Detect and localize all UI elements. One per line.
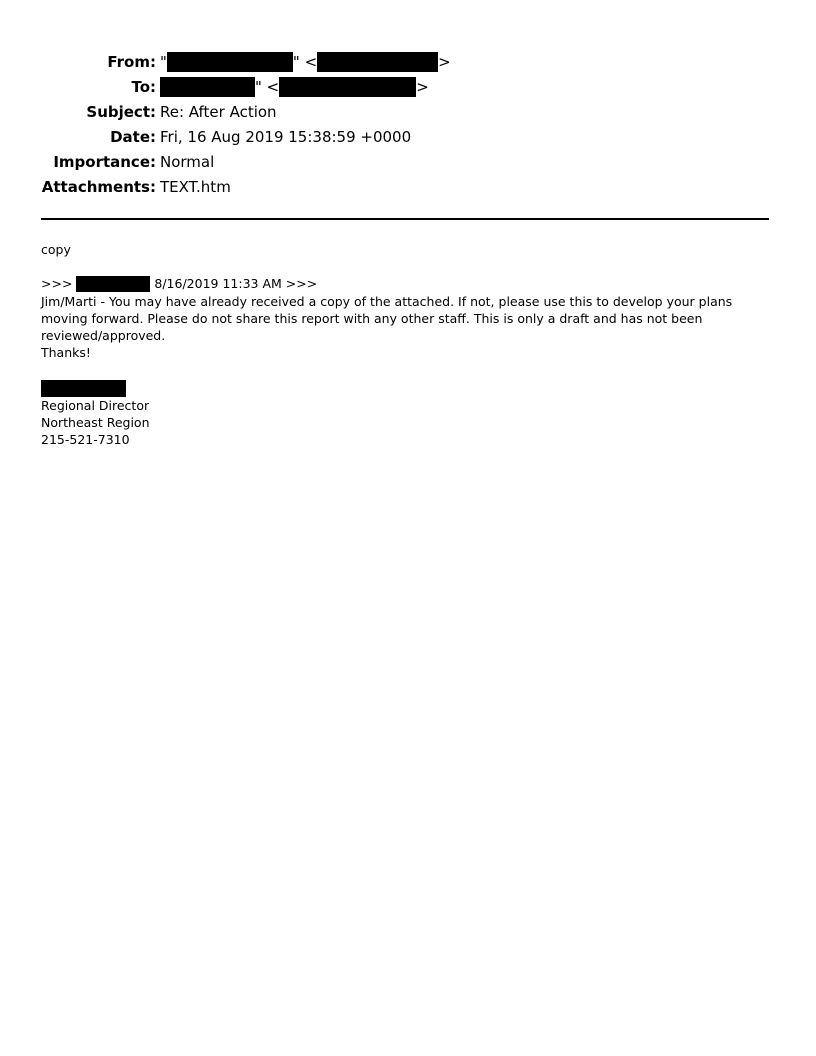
from-row [0,50,816,75]
signature-title: Regional Director [41,397,150,413]
from-label: From: [107,53,156,71]
importance-row [0,150,816,175]
quoted-message: Jim/Marti - You may have already received a copy of the attached. If not, please use this to develop your plans moving forward. Please do not share this report with any other staff. This is only a draft and has not been reviewed/approved. [41,293,733,343]
date-label: Date: [110,128,156,146]
redacted-recipient-email [279,77,416,97]
redacted-sender-name [167,52,293,72]
attachments-value: TEXT.htm [160,178,231,196]
to-value [160,75,429,100]
to-row [0,75,816,100]
body-opening: copy [41,242,71,257]
redacted-recipient-name [160,77,255,97]
from-gt: > [438,53,451,71]
quoted-thanks: Thanks! [41,344,91,360]
signature-phone: 215-521-7310 [41,431,130,447]
attachments-row [0,175,816,200]
subject-label: Subject: [86,103,156,121]
subject-row [0,100,816,125]
to-label: To: [131,78,156,96]
from-value [160,50,451,75]
attachments-label: Attachments: [41,178,156,196]
signature-region: Northeast Region [41,414,150,430]
quote-prefix: >>> [41,276,77,291]
importance-label: Importance: [53,153,156,171]
to-close-quote: " < [255,78,280,96]
quote-meta: 8/16/2019 11:33 AM >>> [150,276,318,291]
to-gt: > [416,78,429,96]
email-body [41,241,769,448]
redacted-sender-email [317,52,438,72]
quoted-header-line [41,275,769,293]
from-open-quote: " [160,53,167,71]
from-close-quote: " < [292,53,318,71]
header-divider [41,218,769,220]
subject-value: Re: After Action [160,103,277,121]
spacer [41,258,769,275]
spacer [41,361,769,378]
redacted-signature-name [41,380,126,397]
date-value: Fri, 16 Aug 2019 15:38:59 +0000 [160,128,412,146]
redacted-quoted-sender [76,276,150,292]
email-header [0,50,816,200]
date-row [0,125,816,150]
importance-value: Normal [160,153,215,171]
